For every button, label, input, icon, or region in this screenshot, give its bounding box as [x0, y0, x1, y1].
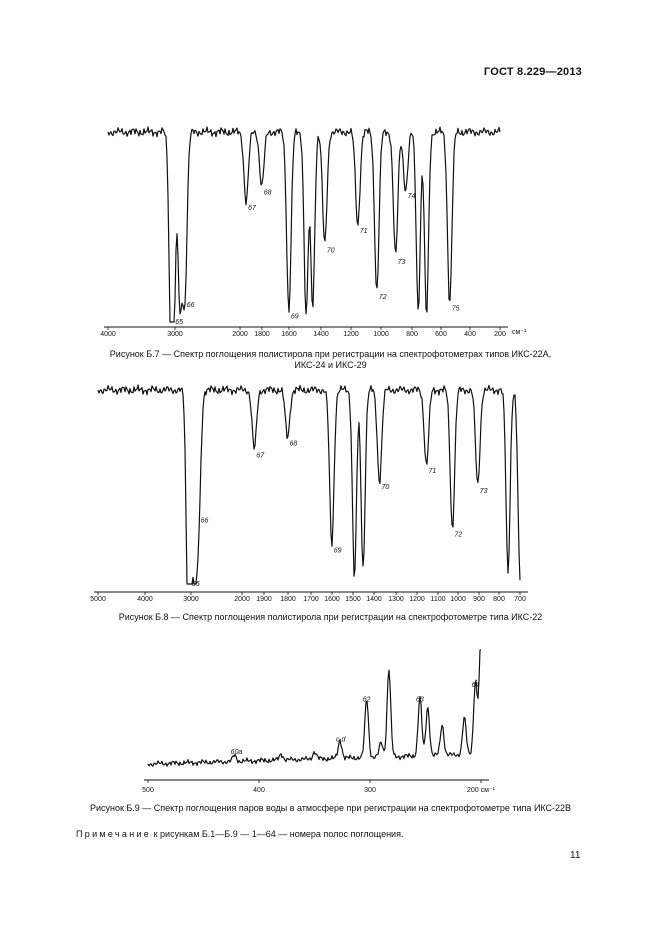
spectrum-trace — [108, 127, 500, 322]
axis-b7-tick-label: 3000 — [167, 331, 183, 338]
peak-label: 71 — [359, 228, 368, 236]
peak-label: 69 — [290, 313, 299, 321]
axis-b7-tick-label: 1000 — [373, 331, 389, 338]
peak-label: 66 — [200, 517, 209, 525]
axis-b8-tick-label: 1300 — [388, 596, 404, 603]
peak-label: 68 — [289, 440, 298, 448]
axis-b7-tick-label: 400 — [464, 331, 476, 338]
axis-b9-tick-label: 500 — [142, 787, 154, 794]
axis-b8-tick-label: 1200 — [409, 596, 425, 603]
note-text: к рисункам Б.1—Б.9 — 1—64 — номера полос поглощения. — [153, 829, 404, 839]
peak-label: 64 — [471, 681, 480, 689]
peak-label: 67 — [248, 204, 256, 212]
axis-b9-tick-label: 200 см⁻¹ — [467, 787, 495, 794]
peak-label: 66 — [186, 301, 195, 309]
axis-b8-tick-label: 4000 — [137, 596, 153, 603]
axis-b7-tick-label: 1200 — [343, 331, 359, 338]
peak-label: 70 — [326, 247, 335, 255]
axis-b8-tick-label: 900 — [473, 596, 485, 603]
axis-b8-tick-label: 2000 — [234, 596, 250, 603]
axis-b9-tick-label: 300 — [364, 787, 376, 794]
axis-b7-tick-label: 1600 — [281, 331, 297, 338]
axis-b7-tick-label: 200 — [494, 331, 506, 338]
axis-b8-tick-label: 3000 — [183, 596, 199, 603]
axis-b8-tick-label: 1700 — [303, 596, 319, 603]
spectrum-chart-b9 — [0, 640, 661, 800]
peak-label: 65 — [191, 581, 200, 588]
axis-b7-tick-label: 800 — [406, 331, 418, 338]
peak-label: 60a — [230, 748, 243, 756]
note-label: Примечание — [76, 829, 152, 839]
axis-b7-tick-label: 600 — [435, 331, 447, 338]
spectrum-trace — [98, 385, 520, 584]
peak-label: 67 — [256, 452, 265, 460]
caption-b7 — [24, 349, 637, 371]
peak-label: 74 — [407, 193, 416, 201]
axis-b8-tick-label: 1800 — [280, 596, 296, 603]
caption-b8: Рисунок Б.8 — Спектр поглощения полистирола при регистрации на спектрофотометре типа ИКС-22 — [118, 612, 543, 622]
axis-b9-tick-label: 400 — [253, 787, 265, 794]
axis-b7-unit: см⁻¹ — [512, 329, 527, 336]
peak-label: 65 — [175, 319, 184, 326]
axis-b8-tick-label: 1000 — [450, 596, 466, 603]
axis-b8-tick-label: 700 — [514, 596, 526, 603]
axis-b8-tick-label: 1400 — [366, 596, 382, 603]
axis-b8-tick-label: 5000 — [90, 596, 106, 603]
peak-label: 72 — [454, 531, 463, 539]
peak-label: 62 — [362, 696, 371, 704]
peak-label: 73 — [397, 259, 406, 267]
peak-label: 70 — [381, 484, 390, 492]
peak-label: 63 — [415, 696, 424, 704]
axis-b7-tick-label: 4000 — [100, 331, 116, 338]
figure-note — [76, 829, 403, 839]
axis-b7-tick-label: 1400 — [313, 331, 329, 338]
spectrum-trace — [148, 650, 481, 766]
axis-b8-tick-label: 800 — [493, 596, 505, 603]
peak-label: 69 — [333, 547, 342, 555]
axis-b8-tick-label: 1600 — [324, 596, 340, 603]
standard-header: ГОСТ 8.229—2013 — [483, 66, 582, 78]
caption-b7-line2: ИКС-24 и ИКС-29 — [294, 360, 367, 370]
axis-b7-tick-label: 2000 — [232, 331, 248, 338]
caption-b7-line1: Рисунок Б.7 — Спектр поглощения полистирола при регистрации на спектрофотометрах типов ИКС-22А, — [109, 349, 552, 359]
peak-label: 68 — [263, 189, 272, 197]
axis-b7-tick-label: 1800 — [254, 331, 270, 338]
axis-b8-tick-label: 1500 — [345, 596, 361, 603]
peak-label: 72 — [378, 294, 387, 302]
page-number: 11 — [570, 850, 581, 861]
spectrum-chart-b8 — [0, 370, 661, 610]
peak-label: 73 — [479, 488, 488, 496]
caption-b9: Рисунок Б.9 — Спектр поглощения паров воды в атмосфере при регистрации на спектрофотометре типа ИКС-22В — [89, 803, 572, 813]
axis-b8-tick-label: 1100 — [430, 596, 446, 603]
peak-label: 75 — [451, 305, 460, 313]
peak-label: 71 — [428, 468, 437, 476]
axis-b8-tick-label: 1900 — [256, 596, 272, 603]
peak-label: c,d — [336, 736, 346, 744]
spectrum-chart-b7 — [0, 80, 661, 345]
